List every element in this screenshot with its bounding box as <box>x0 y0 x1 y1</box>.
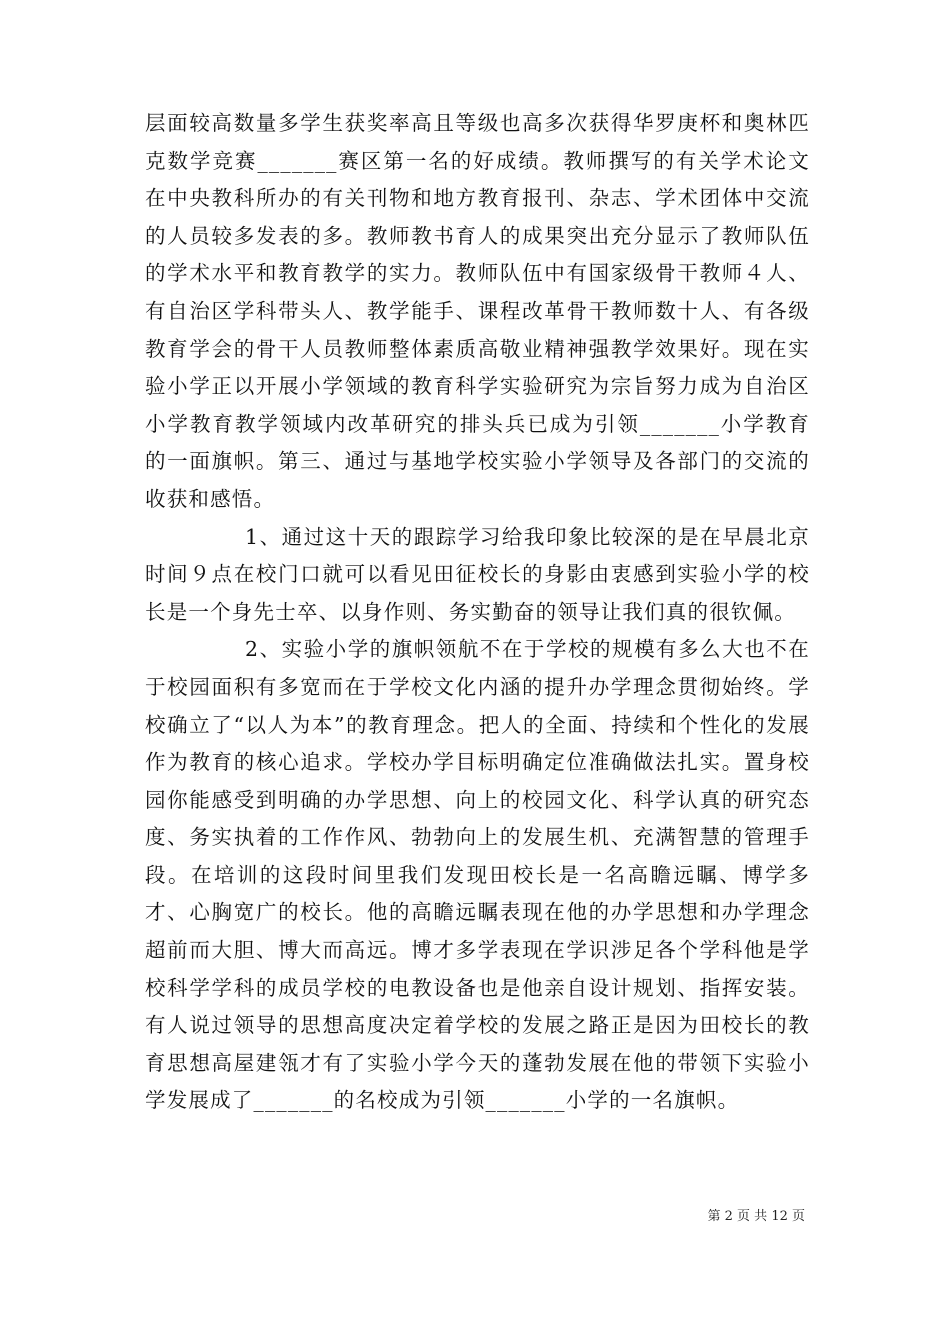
numbered-paragraph-1: 1、通过这十天的跟踪学习给我印象比较深的是在早晨北京时间９点在校门口就可以看见田征校长的身影由衷感到实验小学的校长是一个身先士卒、以身作则、务实勤奋的领导让我们真的很钦佩。 <box>145 524 810 624</box>
document-body <box>145 105 810 1120</box>
body-paragraph: 层面较高数量多学生获奖率高且等级也高多次获得华罗庚杯和奥林匹克数学竞赛_______赛区第一名的好成绩。教师撰写的有关学术论文在中央教科所办的有关刊物和地方教育报刊、杂志、学术团体中交流的人员较多发表的多。教师教书育人的成果突出充分显示了教师队伍的学术水平和教育教学的实力。教师队伍中有国家级骨干教师４人、有自治区学科带头人、教学能手、课程改革骨干教师数十人、有各级教育学会的骨干人员教师整体素质高敬业精神强教学效果好。现在实验小学正以开展小学领域的教育科学实验研究为宗旨努力成为自治区小学教育教学领域内改革研究的排头兵已成为引领_______小学教育的一面旗帜。第三、通过与基地学校实验小学领导及各部门的交流的收获和感悟。 <box>145 111 810 511</box>
page-number-footer: 第 2 页 共 12 页 <box>707 1209 805 1224</box>
numbered-paragraph-2: 2、实验小学的旗帜领航不在于学校的规模有多么大也不在于校园面积有多宽而在于学校文化内涵的提升办学理念贯彻始终。学校确立了“以人为本”的教育理念。把人的全面、持续和个性化的发展作为教育的核心追求。学校办学目标明确定位准确做法扎实。置身校园你能感受到明确的办学思想、向上的校园文化、科学认真的研究态度、务实执着的工作作风、勃勃向上的发展生机、充满智慧的管理手段。在培训的这段时间里我们发现田校长是一名高瞻远瞩、博学多才、心胸宽广的校长。他的高瞻远瞩表现在他的办学思想和办学理念超前而大胆、博大而高远。博才多学表现在学识涉足各个学科他是学校科学学科的成员学校的电教设备也是他亲自设计规划、指挥安装。有人说过领导的思想高度决定着学校的发展之路正是因为田校长的教育思想高屋建瓴才有了实验小学今天的蓬勃发展在他的带领下实验小学发展成了_______的名校成为引领_______小学的一名旗帜。 <box>145 637 810 1113</box>
